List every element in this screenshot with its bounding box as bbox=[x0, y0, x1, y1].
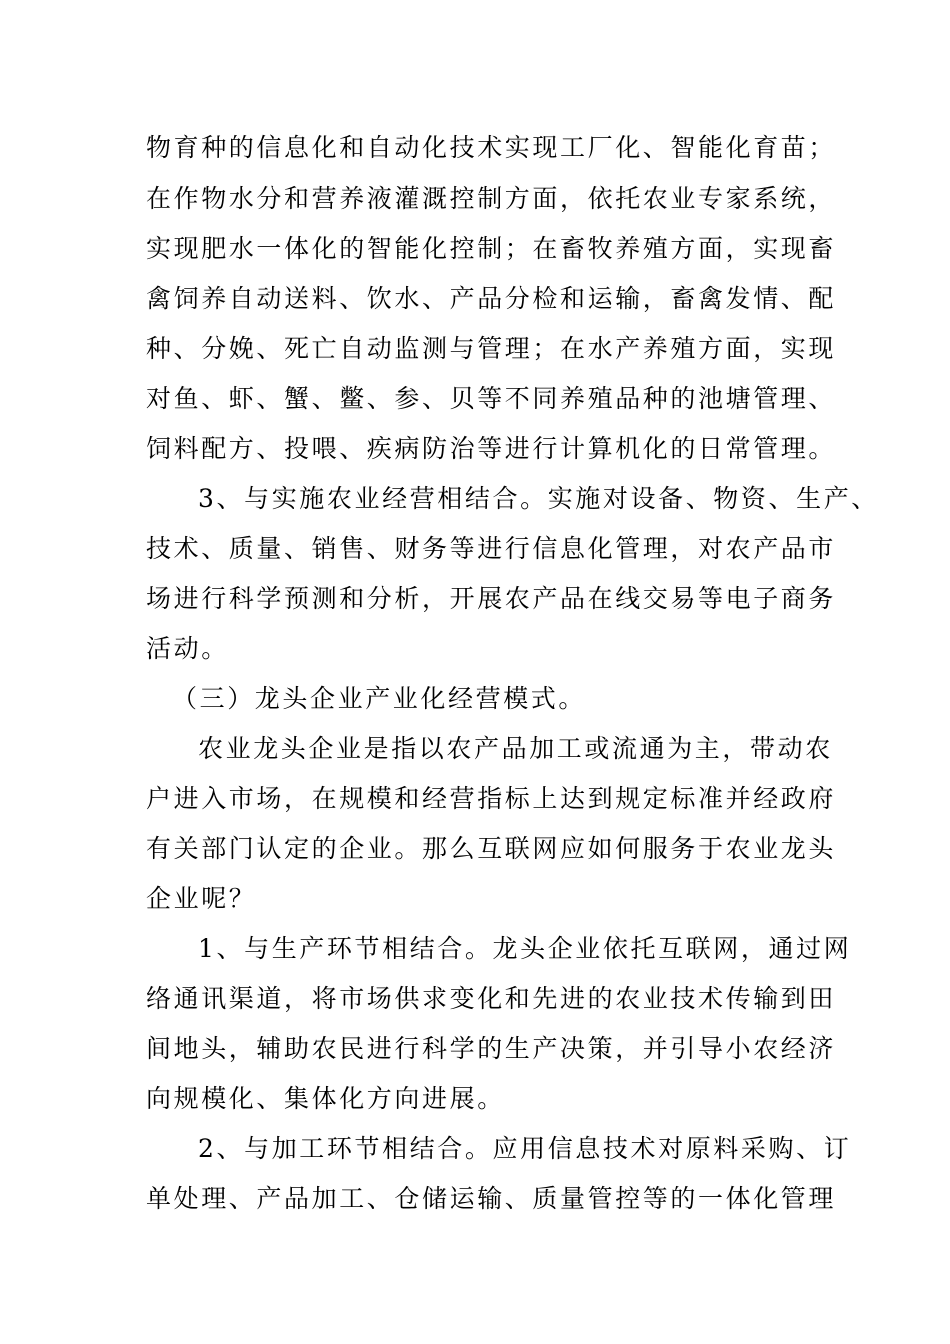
text-line: 场进行科学预测和分析，开展农产品在线交易等电子商务 bbox=[146, 584, 837, 613]
text-line: 单处理、产品加工、仓储运输、质量管控等的一体化管理 bbox=[146, 1184, 837, 1213]
text-line: 物育种的信息化和自动化技术实现工厂化、智能化育苗； bbox=[146, 133, 837, 162]
text-line: 络通讯渠道，将市场供求变化和先进的农业技术传输到田 bbox=[146, 984, 837, 1013]
section-heading: （三）龙头企业产业化经营模式。 bbox=[172, 684, 587, 713]
text-line: 活动。 bbox=[146, 634, 229, 663]
text-line: 企业呢？ bbox=[146, 884, 257, 913]
text-line: 户进入市场，在规模和经营指标上达到规定标准并经政府 bbox=[146, 784, 837, 813]
text-line: 间地头，辅助农民进行科学的生产决策，并引导小农经济 bbox=[146, 1034, 837, 1063]
text-line: 禽饲养自动送料、饮水、产品分检和运输，畜禽发情、配 bbox=[146, 284, 837, 313]
text-line: 向规模化、集体化方向进展。 bbox=[146, 1084, 505, 1113]
text-line: 对鱼、虾、蟹、鳖、参、贝等不同养殖品种的池塘管理、 bbox=[146, 384, 837, 413]
text-line: 有关部门认定的企业。那么互联网应如何服务于农业龙头 bbox=[146, 834, 837, 863]
text-line: 实现肥水一体化的智能化控制；在畜牧养殖方面，实现畜 bbox=[146, 234, 837, 263]
text-line: 技术、质量、销售、财务等进行信息化管理，对农产品市 bbox=[146, 534, 837, 563]
text-line: 种、分娩、死亡自动监测与管理；在水产养殖方面，实现 bbox=[146, 334, 837, 363]
text-line: 在作物水分和营养液灌溉控制方面，依托农业专家系统， bbox=[146, 184, 837, 213]
paragraph-start-line: 3、与实施农业经营相结合。实施对设备、物资、生产、 bbox=[198, 484, 879, 513]
paragraph-start-line: 1、与生产环节相结合。龙头企业依托互联网，通过网 bbox=[198, 934, 852, 963]
paragraph-start-line: 农业龙头企业是指以农产品加工或流通为主，带动农 bbox=[198, 734, 833, 763]
paragraph-start-line: 2、与加工环节相结合。应用信息技术对原料采购、订 bbox=[198, 1134, 852, 1163]
text-line: 饲料配方、投喂、疾病防治等进行计算机化的日常管理。 bbox=[146, 434, 837, 463]
